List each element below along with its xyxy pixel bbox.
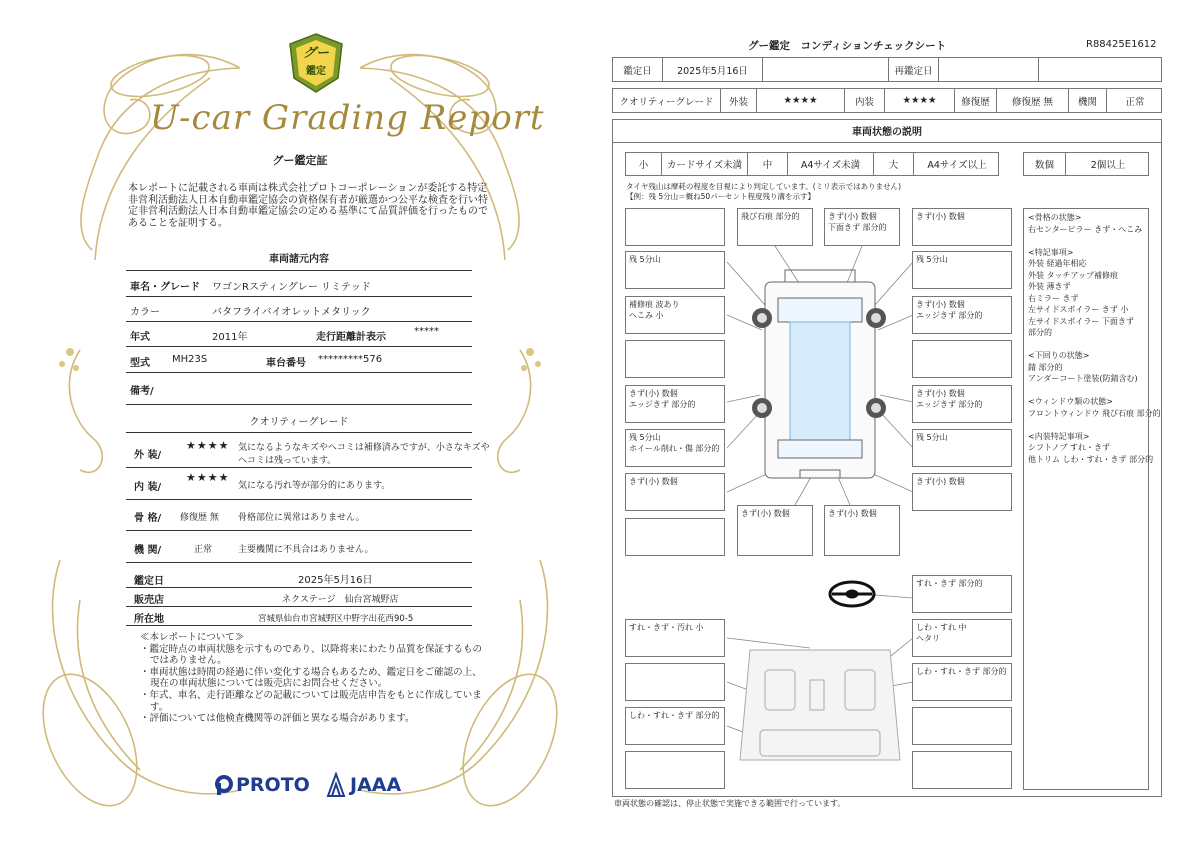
address-label: 所在地 <box>134 614 164 625</box>
engine-value: 正常 <box>194 545 213 555</box>
annotation-text: しわ・すれ 中 <box>916 623 967 632</box>
annotation-box <box>625 663 725 701</box>
annotation-box <box>625 707 725 745</box>
special-note-line: 外装 経過年相応 <box>1028 259 1087 268</box>
special-notes-panel <box>1023 208 1161 790</box>
special-note-line: 部分的 <box>1028 328 1052 337</box>
exterior-desc-2: ヘコミは残っています。 <box>238 456 337 466</box>
annotation-box <box>625 619 725 657</box>
divider <box>126 467 472 468</box>
special-note-line: 外装 薄きず <box>1028 282 1071 291</box>
model-value: MH23S <box>172 354 208 365</box>
annotation-box <box>625 429 725 467</box>
badge-text-1: グー <box>302 46 329 61</box>
count-label: 数個 <box>1024 153 1066 175</box>
badge-text-2: 鑑定 <box>306 66 326 77</box>
special-notes-list <box>1028 212 1161 465</box>
annotation-text: きず(小) 数個 <box>916 389 965 398</box>
engine-label: 機関 <box>1069 89 1107 112</box>
notes-title: ≪本レポートについて≫ <box>140 632 245 643</box>
annotation-text: 残 5分山 <box>916 433 948 442</box>
note-item: ・評価については他検査機関等の評価と異なる場合があります。 <box>140 713 415 725</box>
special-note-line: <内装特記事項> <box>1028 431 1090 441</box>
chassis-label: 車台番号 <box>266 358 306 369</box>
grade-label: クオリティーグレード <box>613 89 721 112</box>
exterior-label: 外 装/ <box>134 450 162 461</box>
exterior-desc-1: 気になるようなキズやヘコミは補修済みですが、小さなキズや <box>238 443 490 453</box>
tire-note-2: 【例：残 5分山＝概ね50パーセント程度残り溝を示す】 <box>626 192 816 201</box>
size-mid-desc: A4サイズ未満 <box>788 153 874 175</box>
special-note-line: <下回りの状態> <box>1028 351 1090 360</box>
annotation-box <box>824 505 900 556</box>
proto-logo-text: PROTO <box>236 774 310 796</box>
chassis-value: *********576 <box>318 354 383 365</box>
divider <box>126 346 472 347</box>
date-label: 鑑定日 <box>613 58 663 81</box>
specs-section-title: 車両諸元内容 <box>269 254 329 265</box>
divider <box>126 321 472 322</box>
annotation-box <box>912 707 1012 745</box>
annotation-box <box>912 429 1012 467</box>
special-note-line: <骨格の状態> <box>1028 213 1082 222</box>
annotation-box <box>625 473 725 511</box>
shop-label: 販売店 <box>134 595 164 606</box>
divider <box>126 296 472 297</box>
steering-wheel-icon <box>830 582 874 606</box>
repair-value: 修復歴 無 <box>997 89 1069 112</box>
divider <box>126 625 472 626</box>
size-small-desc: カードサイズ未満 <box>662 153 748 175</box>
note-item: ・車両状態は時間の経過に伴い変化する場合もあるため、鑑定日をご確認の上、現在の車両状態については販売店にお問合せください。 <box>140 666 482 690</box>
special-note-line <box>1028 385 1144 397</box>
sheet-title: グー鑑定 コンディションチェックシート <box>748 40 947 52</box>
exterior-stars: ★★★★ <box>757 89 845 112</box>
condition-title: 車両状態の説明 <box>612 119 1162 143</box>
annotation-box <box>737 505 813 556</box>
proto-logo-icon <box>214 774 234 796</box>
interior-label: 内 装/ <box>134 482 162 493</box>
remarks-label: 備考/ <box>130 386 154 397</box>
divider <box>126 587 472 588</box>
divider <box>126 562 472 563</box>
annotation-box <box>912 751 1012 789</box>
annotation-text: エッジきず 部分的 <box>629 400 696 409</box>
annotation-text: 残 5分山 <box>916 255 948 264</box>
date-value: 2025年5月16日 <box>663 58 763 81</box>
color-value: バタフライバイオレットメタリック <box>212 307 371 318</box>
certificate-title: グー鑑定証 <box>272 154 328 167</box>
annotation-text: きず(小) 数個 <box>741 509 790 518</box>
annotation-box <box>625 296 725 334</box>
annotation-box <box>912 251 1012 289</box>
annotation-text: きず(小) 数個 <box>916 212 965 221</box>
appraisal-date-value: 2025年5月16日 <box>298 575 373 586</box>
divider <box>126 606 472 607</box>
certificate-body: 本レポートに記載される車両は株式会社プロトコーポレーションが委託する特定非営利活動法人日本自動車鑑定協会の資格保有者が厳選かつ公平な検査を行い特定非営利活動法人日本自動車鑑定協会の定める基準にて品質評価を行ったものであることを証明する。 <box>128 183 488 229</box>
annotation-text: 飛び石痕 部分的 <box>741 212 800 221</box>
size-small-label: 小 <box>626 153 662 175</box>
annotation-box <box>912 385 1012 423</box>
annotation-box <box>625 251 725 289</box>
interior-label: 内装 <box>845 89 885 112</box>
special-note-line: フロントウィンドウ 飛び石痕 部分的 <box>1028 408 1161 418</box>
annotation-box <box>912 619 1012 657</box>
tire-note-1: タイヤ残山は摩耗の程度を目視により判定しています。(ミリ表示ではありません) <box>626 182 902 191</box>
divider <box>126 499 472 500</box>
annotation-text: 補修痕 波あり <box>629 300 680 309</box>
divider <box>126 432 472 433</box>
report-notes <box>140 632 485 725</box>
mileage-value: ***** <box>414 326 439 337</box>
annotation-text: きず(小) 数個 <box>828 212 877 221</box>
jaaa-logo-text: JAAA <box>350 774 402 796</box>
annotation-text: エッジきず 部分的 <box>916 400 983 409</box>
annotation-text: 残 5分山 <box>629 255 661 264</box>
special-note-line: 左サイドスポイラー きず 小 <box>1028 305 1129 314</box>
condition-check-sheet <box>600 0 1200 848</box>
divider <box>126 530 472 531</box>
special-note-line <box>1028 419 1144 431</box>
note-item: ・年式、車名、走行距離などの記載については販売店申告をもとに作成しています。 <box>140 689 482 713</box>
special-note-line: 右センターピラー きず・へこみ <box>1028 224 1143 234</box>
divider <box>126 270 472 271</box>
special-note-line: 他トリム しわ・すれ・きず 部分的 <box>1028 454 1154 464</box>
quality-section-title: クオリティーグレード <box>249 417 349 428</box>
shop-value: ネクステージ 仙台宮城野店 <box>282 595 399 605</box>
annotation-box <box>625 751 725 789</box>
exterior-stars: ★★★★ <box>186 439 230 452</box>
sheet-id: R88425E1612 <box>1086 39 1157 50</box>
annotation-text: ホイール削れ・傷 部分的 <box>629 444 720 453</box>
annotation-text: しわ・すれ・きず 部分的 <box>629 711 720 720</box>
mileage-label: 走行距離計表示 <box>316 332 386 343</box>
frame-label: 骨 格/ <box>134 513 162 524</box>
special-note-line: シフトノブ すれ・きず <box>1028 443 1111 452</box>
annotation-box <box>912 663 1012 701</box>
annotation-text: しわ・すれ・きず 部分的 <box>916 667 1007 676</box>
interior-stars: ★★★★ <box>885 89 955 112</box>
year-label: 年式 <box>130 332 150 343</box>
repair-label: 修復歴 <box>955 89 997 112</box>
jaaa-logo-icon <box>326 772 346 798</box>
divider <box>126 404 472 405</box>
annotation-box <box>625 518 725 556</box>
annotation-box <box>912 575 1012 613</box>
size-large-desc: A4サイズ以上 <box>927 160 987 171</box>
special-note-line: 錆 部分的 <box>1028 362 1063 372</box>
annotation-text: きず(小) 数個 <box>629 477 678 486</box>
annotation-text: すれ・きず 部分的 <box>916 579 983 588</box>
size-mid-label: 中 <box>748 153 788 175</box>
report-script-title: U-car Grading Report <box>150 98 545 138</box>
size-large-label: 大 <box>874 153 914 175</box>
exterior-label: 外装 <box>721 89 757 112</box>
interior-desc: 気になる汚れ等が部分的にあります。 <box>238 481 391 491</box>
color-label: カラー <box>130 307 160 318</box>
special-note-line: 外装 タッチアップ補修痕 <box>1028 270 1118 280</box>
model-label: 型式 <box>130 358 150 369</box>
special-note-line: 左サイドスポイラー 下面きず <box>1028 316 1134 326</box>
annotation-text: へこみ 小 <box>629 311 664 320</box>
divider <box>126 372 472 373</box>
annotation-box <box>625 385 725 423</box>
name-grade-label: 車名・グレード <box>130 282 200 293</box>
frame-value: 修復歴 無 <box>180 513 219 523</box>
count-desc: 2個以上 <box>1090 160 1126 171</box>
special-note-line: <ウィンドウ類の状態> <box>1028 397 1113 406</box>
interior-stars: ★★★★ <box>186 471 230 484</box>
engine-desc: 主要機関に不具合はありません。 <box>238 545 374 555</box>
engine-value: 正常 <box>1125 96 1145 108</box>
annotation-text: 下面きず 部分的 <box>828 223 887 232</box>
annotation-text: 残 5分山 <box>629 433 661 442</box>
special-note-line <box>1028 235 1144 247</box>
annotation-box <box>912 296 1012 334</box>
note-item: ・鑑定時点の車両状態を示すものであり、以降将来にわたり品質を保証するものではありません。 <box>140 643 483 667</box>
annotation-box <box>912 208 1012 246</box>
frame-desc: 骨格部位に異常はありません。 <box>238 513 365 523</box>
annotation-box <box>625 208 725 246</box>
annotation-text: すれ・きず・汚れ 小 <box>629 623 704 632</box>
address-value: 宮城県仙台市宮城野区中野字出花西90-5 <box>258 614 414 624</box>
year-value: 2011年 <box>212 332 248 343</box>
annotation-box <box>912 473 1012 511</box>
name-grade-value: ワゴンRスティングレー リミテッド <box>212 282 371 293</box>
annotation-box <box>625 340 725 378</box>
engine-label: 機 関/ <box>134 545 162 556</box>
special-note-line: <特記事項> <box>1028 247 1074 257</box>
appraisal-date-label: 鑑定日 <box>134 576 164 587</box>
annotation-text: エッジきず 部分的 <box>916 311 983 320</box>
annotation-text: きず(小) 数個 <box>629 389 678 398</box>
special-note-line <box>1028 339 1144 351</box>
special-note-line: アンダーコート塗装(防錆含む) <box>1028 374 1138 383</box>
footer-note: 車両状態の確認は、停止状態で実施できる範囲で行っています。 <box>614 799 846 808</box>
annotation-box <box>912 340 1012 378</box>
annotation-box <box>824 208 900 246</box>
reinspect-label: 再鑑定日 <box>889 58 939 81</box>
annotation-text: きず(小) 数個 <box>916 300 965 309</box>
annotation-text: ヘタリ <box>916 634 940 643</box>
annotation-text: きず(小) 数個 <box>828 509 877 518</box>
special-note-line: 右ミラー きず <box>1028 293 1079 303</box>
annotation-text: きず(小) 数個 <box>916 477 965 486</box>
annotation-box <box>737 208 813 246</box>
